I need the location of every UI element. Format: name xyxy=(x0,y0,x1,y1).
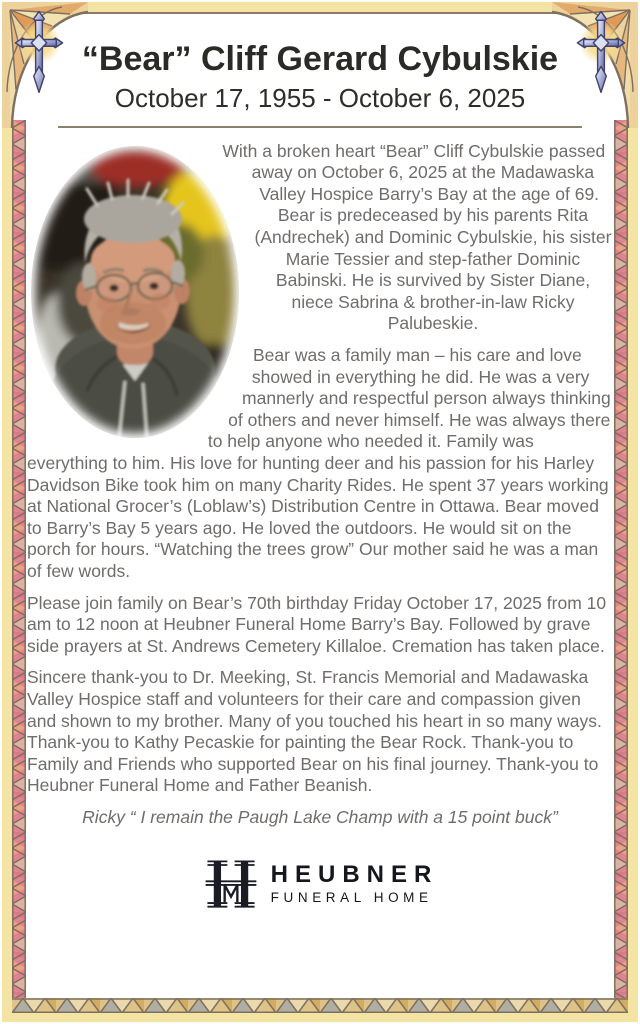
obituary-paragraph: With a broken heart “Bear” Cliff Cybulskie passed away on October 6, 2025 at the Madawaska Valley Hospice Barry’s Bay at the age of 69. Bear is predeceased by his parents Rita (Andrechek) and Dominic Cybulskie, his sister Marie Tessier and step-father Dominic Babinski. He is survived by Sister Diane, niece Sabrina & brother-in-law Ricky Palubeskie. xyxy=(222,140,612,334)
oval-portrait-photo xyxy=(27,141,243,443)
heubner-monogram-icon xyxy=(202,854,260,914)
funeral-home-logo xyxy=(27,854,613,914)
obituary-paragraph: Please join family on Bear’s 70th birthday Friday October 17, 2025 from 10 am to 12 noon at Heubner Funeral Home Barry’s Bay. Followed by grave side prayers at St. Andrews Cemetery Killaloe. Cremation has taken place. xyxy=(27,592,607,656)
obituary-paragraph: Sincere thank-you to Dr. Meeking, St. Francis Memorial and Madawaska Valley Hospice staff and volunteers for their care and compassion given and shown to my brother. Many of you touched his heart in so many ways. Thank-you to Kathy Pecaskie for painting the Bear Rock. Thank-you to Family and Friends who supported Bear on his final journey. Thank-you to Heubner Funeral Home and Father Beanish. xyxy=(27,667,602,796)
divider-rule xyxy=(58,126,582,128)
funeral-home-subtitle: FUNERAL HOME xyxy=(270,889,433,905)
page-title: “Bear” Cliff Gerard Cybulskie xyxy=(81,40,559,78)
family-quote: Ricky “ I remain the Paugh Lake Champ with a 15 point buck” xyxy=(82,806,558,827)
life-dates: October 17, 1955 - October 6, 2025 xyxy=(114,82,526,113)
funeral-home-name: HEUBNER xyxy=(270,861,439,889)
obituary-paragraph: Bear was a family man – his care and love showed in everything he did. He was a very mannerly and respectful person always thinking of others and never himself. He was always there to help anyone who needed it. Family was everything to him. His love for hunting deer and his passion for his Harley Davidson Bike took him on many Charity Rides. He spent 37 years working at National Grocer’s (Loblaw’s) Distribution Centre in Ottawa. Bear moved to Barry’s Bay 5 years ago. He loved the outdoors. He would sit on the porch for hours. “Watching the trees grow” Our mother said he was a man of few words. xyxy=(27,345,611,581)
funeral-home-logo-text xyxy=(271,862,439,904)
obituary-body xyxy=(27,141,613,829)
bottom-stained-glass-border xyxy=(12,998,628,1013)
